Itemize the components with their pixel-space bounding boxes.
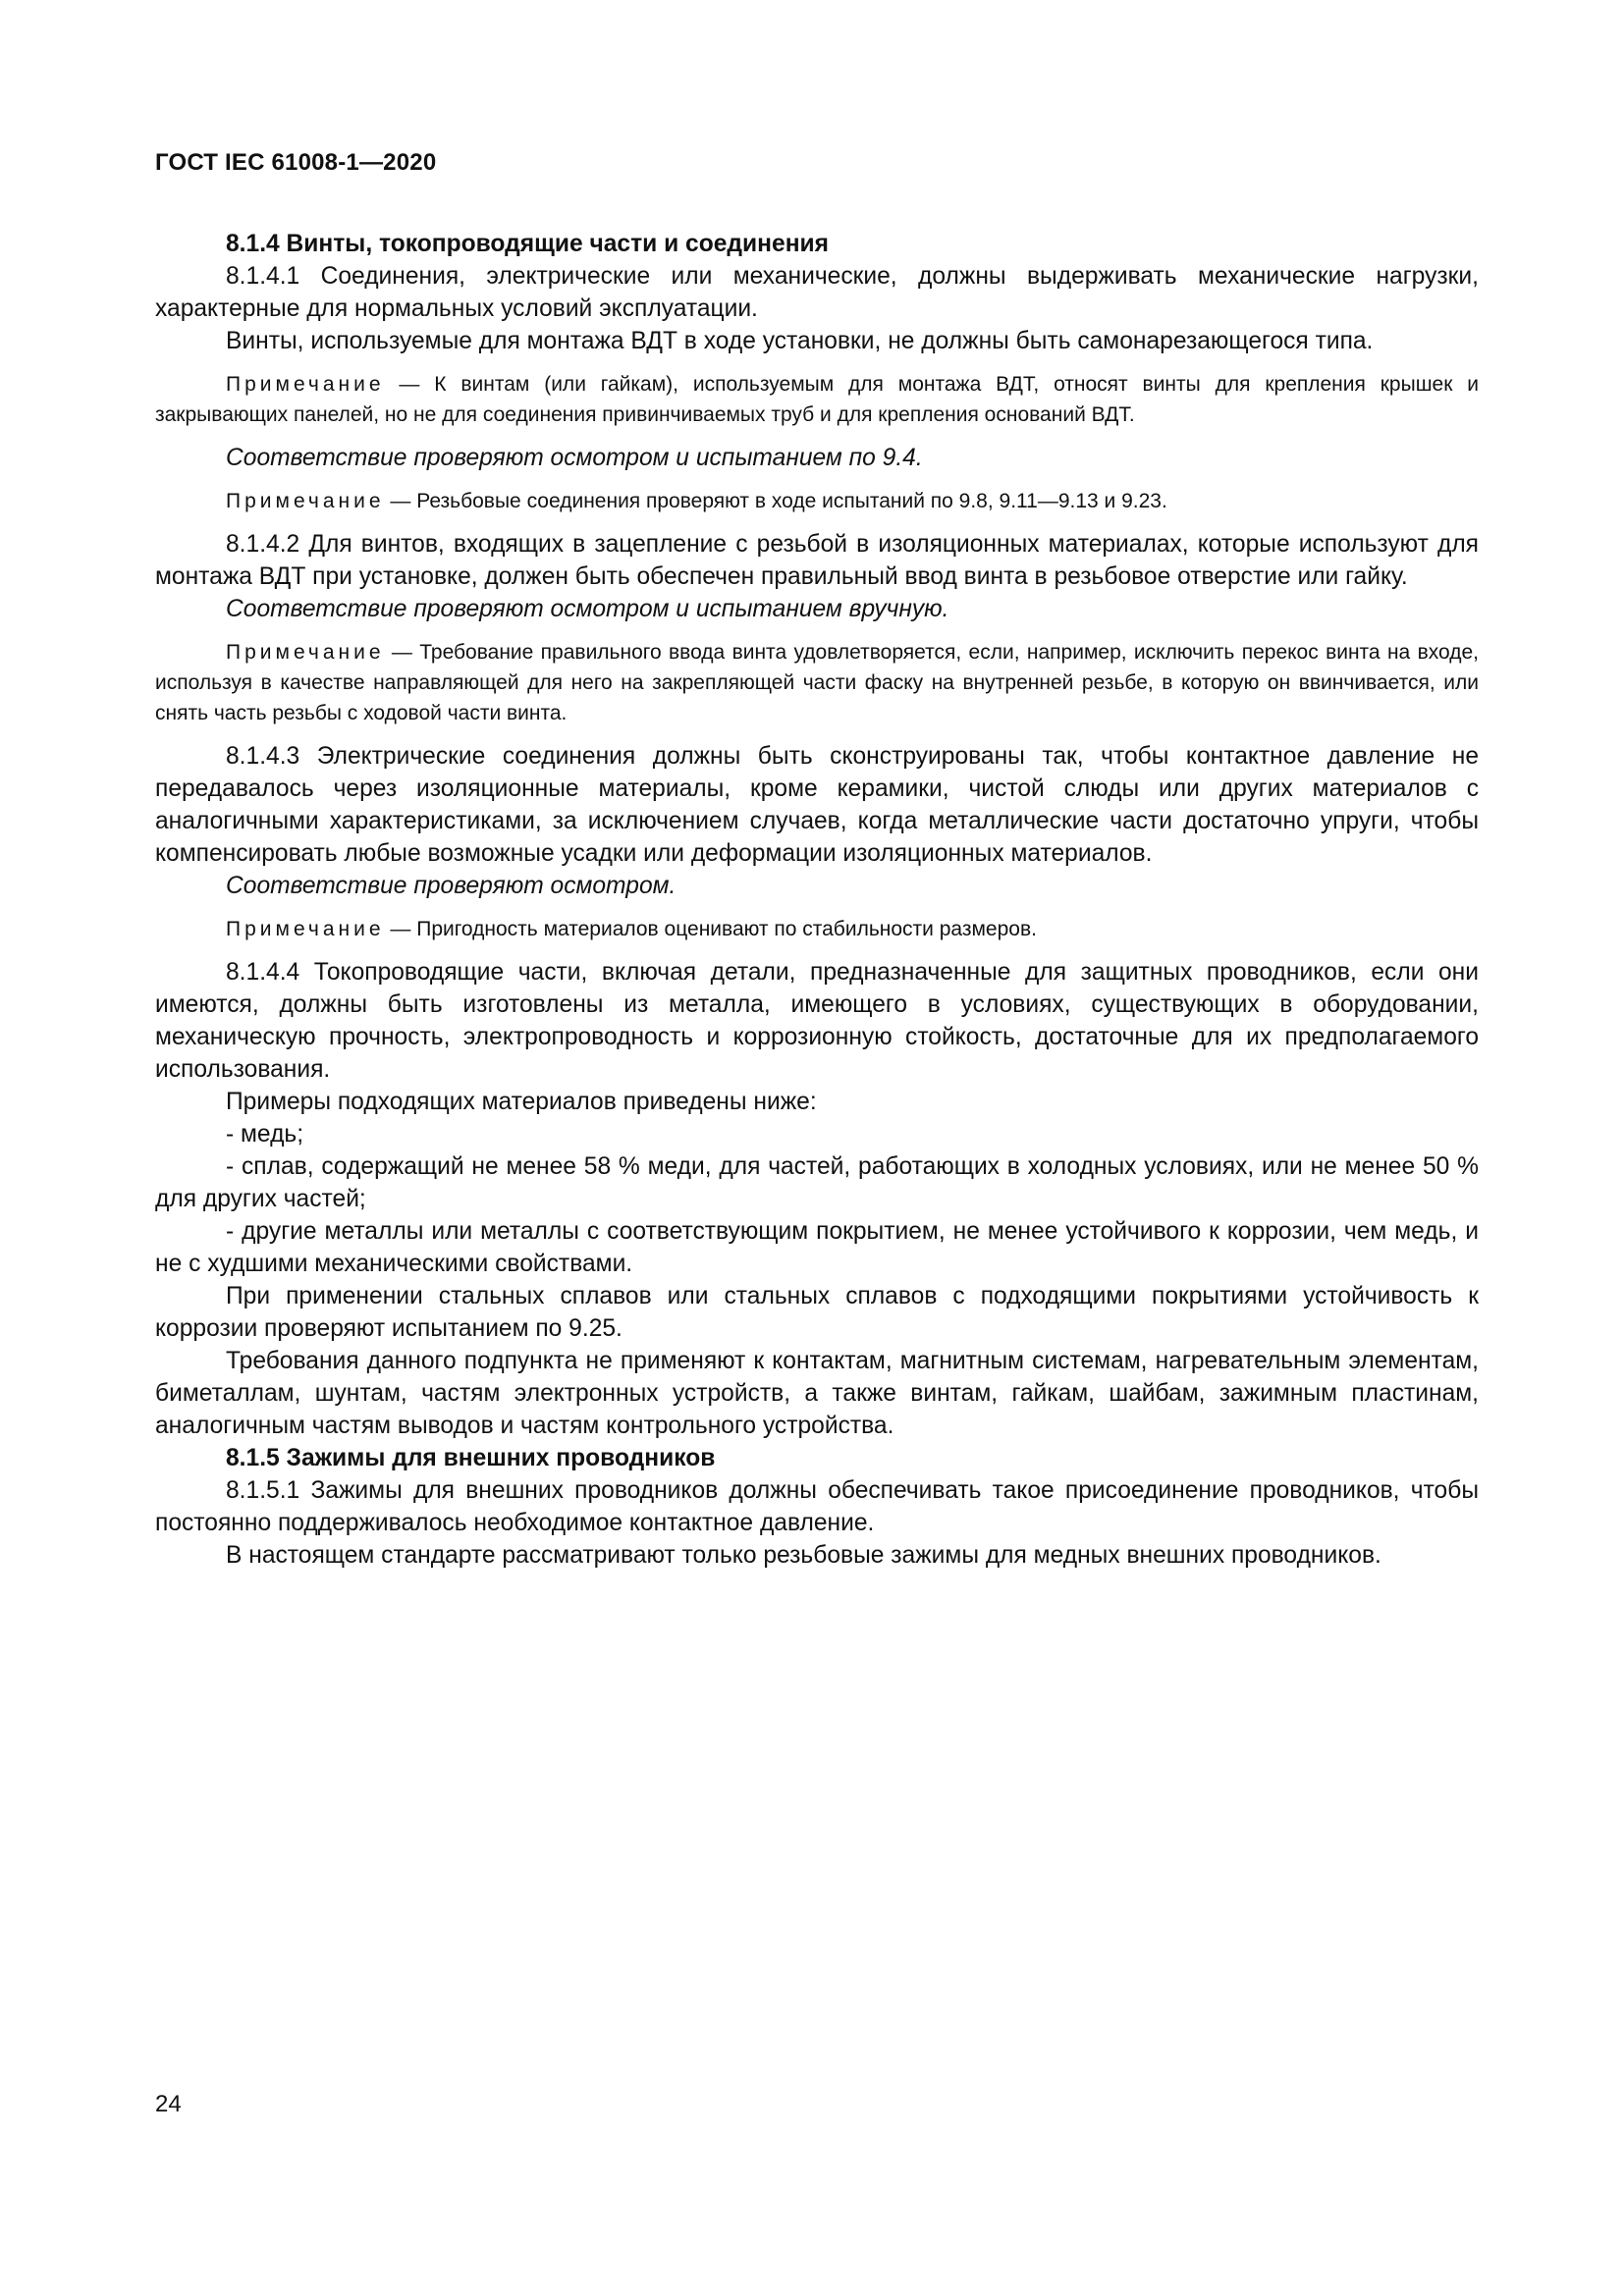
paragraph-screws: Винты, используемые для монтажа ВДТ в ходе установки, не должны быть самонарезающегося типа. [226,328,1374,354]
note-label: Примечание [226,373,385,396]
compliance-check-2: Соответствие проверяют осмотром и испытанием вручную. [226,596,949,622]
note-1 [155,369,1479,430]
list-item-alloy: - сплав, содержащий не менее 58 % меди, для частей, работающих в холодных условиях, или не менее 50 % для других частей; [155,1153,1479,1212]
section-heading-8-1-5: 8.1.5 Зажимы для внешних проводников [226,1445,716,1471]
note-3 [155,637,1479,728]
paragraph-not-applied: Требования данного подпункта не применяют к контактам, магнитным системам, нагревательным элементам, биметаллам, шунтам, частям электронных устройств, а также винтам, гайкам, шайбам, зажимным пластинам, аналогичным частям выводов и частям контрольного устройства. [155,1348,1479,1439]
note-text: — К винтам (или гайкам), используемым для монтажа ВДТ, относят винты для крепления крышек и закрывающих панелей, но не для соединения привинчиваемых труб и для крепления оснований ВДТ. [155,373,1479,426]
list-item-copper: - медь; [226,1121,304,1148]
note-4 [155,914,1479,944]
note-text: — Требование правильного ввода винта удовлетворяется, если, например, исключить перекос винта на входе, используя в качестве направляющей для него на закрепляющей части фаску на внутренней резьбе, в которую он ввинчивается, или снять часть резьбы с ходовой части винта. [155,641,1479,724]
paragraph-screw-terminals: В настоящем стандарте рассматривают только резьбовые зажимы для медных внешних проводников. [226,1542,1381,1569]
section-heading-8-1-4: 8.1.4 Винты, токопроводящие части и соединения [226,231,830,257]
paragraph-materials-examples: Примеры подходящих материалов приведены ниже: [226,1089,817,1115]
note-label: Примечание [226,641,385,664]
page-number: 24 [155,2091,182,2117]
note-text: — Пригодность материалов оценивают по стабильности размеров. [384,918,1037,940]
document-header: ГОСТ IEC 61008-1—2020 [155,149,437,176]
list-item-other-metals: - другие металлы или металлы с соответствующим покрытием, не менее устойчивого к коррозии, чем медь, и не с худшими механическими свойствами. [155,1218,1479,1277]
document-body [155,228,1479,1572]
paragraph-steel-alloys: При применении стальных сплавов или стальных сплавов с подходящими покрытиями устойчивость к коррозии проверяют испытанием по 9.25. [155,1283,1479,1342]
paragraph-8-1-4-1: 8.1.4.1 Соединения, электрические или механические, должны выдерживать механические нагрузки, характерные для нормальных условий эксплуатации. [155,263,1479,322]
compliance-check-3: Соответствие проверяют осмотром. [226,873,677,899]
paragraph-8-1-4-2: 8.1.4.2 Для винтов, входящих в зацепление с резьбой в изоляционных материалах, которые используют для монтажа ВДТ при установке, должен быть обеспечен правильный ввод винта в резьбовое отверстие или гайку. [155,531,1479,590]
note-label: Примечание [226,490,385,512]
note-2 [155,486,1479,516]
compliance-check-1: Соответствие проверяют осмотром и испытанием по 9.4. [226,445,923,471]
paragraph-8-1-5-1: 8.1.5.1 Зажимы для внешних проводников должны обеспечивать такое присоединение проводников, чтобы постоянно поддерживалось необходимое контактное давление. [155,1477,1479,1536]
note-text: — Резьбовые соединения проверяют в ходе испытаний по 9.8, 9.11—9.13 и 9.23. [384,490,1167,512]
paragraph-8-1-4-3: 8.1.4.3 Электрические соединения должны быть сконструированы так, чтобы контактное давление не передавалось через изоляционные материалы, кроме керамики, чистой слюды или других материалов с аналогичными характеристиками, за исключением случаев, когда металлические части достаточно упруги, чтобы компенсировать любые возможные усадки или деформации изоляционных материалов. [155,743,1479,867]
note-label: Примечание [226,918,385,940]
paragraph-8-1-4-4: 8.1.4.4 Токопроводящие части, включая детали, предназначенные для защитных проводников, если они имеются, должны быть изготовлены из металла, имеющего в условиях, существующих в оборудовании, механическую прочность, электропроводность и коррозионную стойкость, достаточные для их предполагаемого использования. [155,959,1479,1083]
